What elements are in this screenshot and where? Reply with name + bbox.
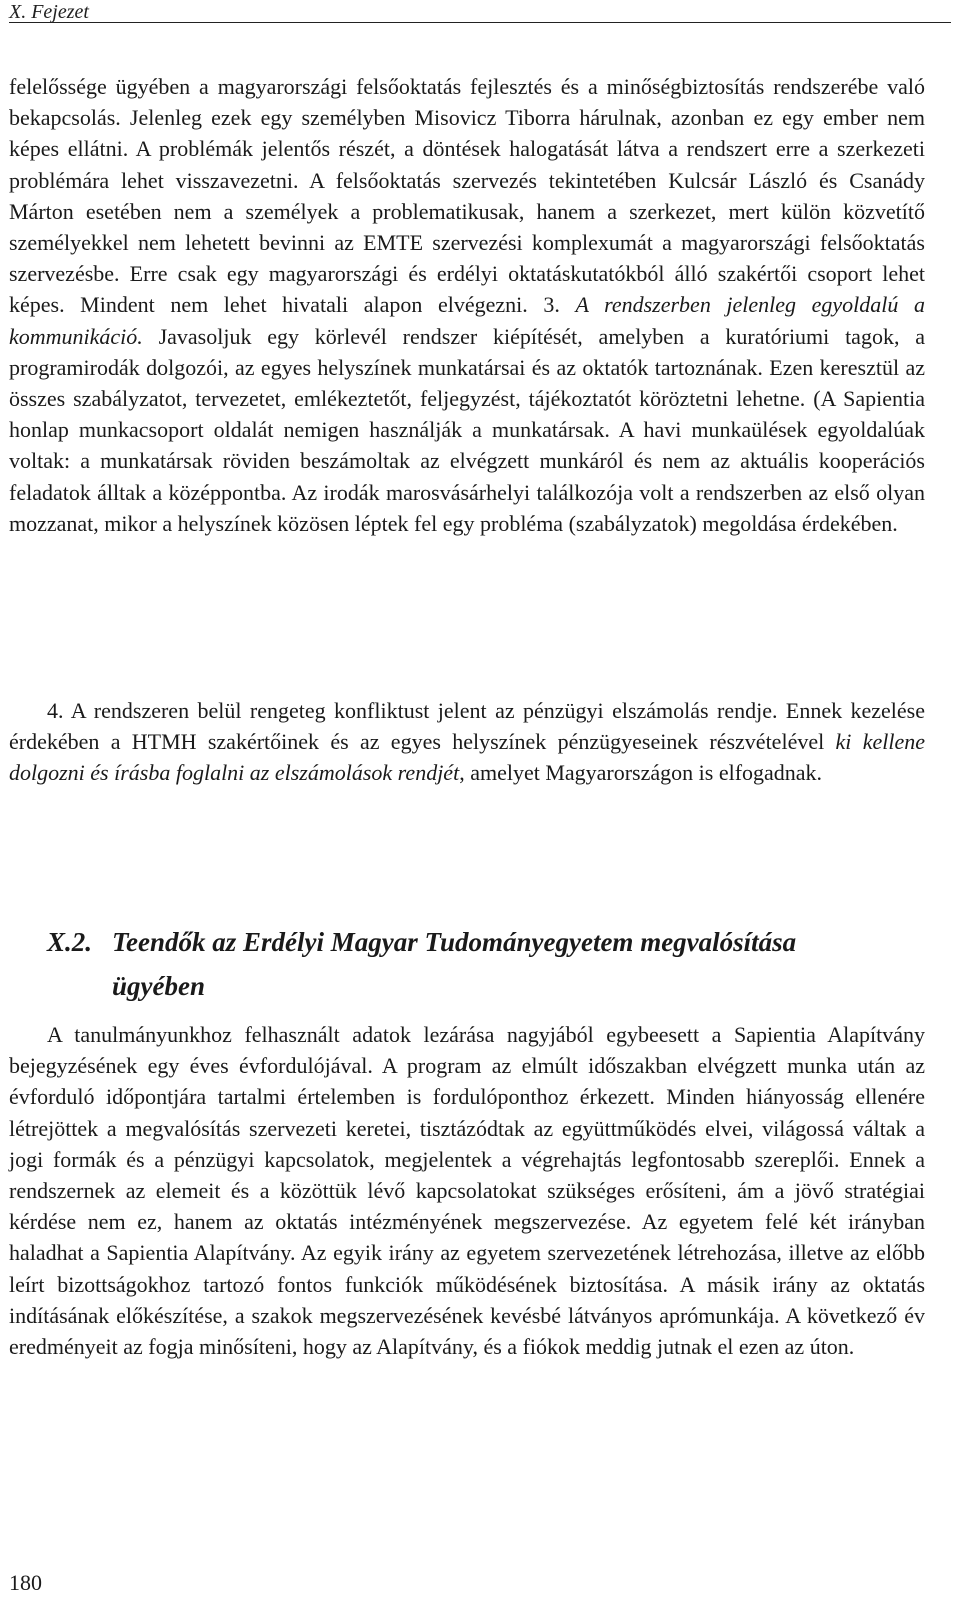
paragraph-1-text-b: Javasoljuk egy körlevél rendszer kiépítését, amelyben a kuratóriumi tagok, a programirodák dolgozói, az egyes helyszínek munkatársai és az oktatók tartoznának. Ezen keresztül az összes szabályzatot, tervezetet, emlékeztetőt, feljegyzést, tájékoztatót köröztetni lehetne. (A Sapientia honlap munkacsoport oldalát nemigen használják a munkatársak. A havi munkaülések egyoldalúak voltak: a munkatársak röviden beszámoltak az elvégzett munkáról és nem az aktuális kooperációs feladatok álltak a középpontba. Az irodák marosvásárhelyi találkozója volt a rendszerben az első olyan mozzanat, mikor a helyszínek közösen léptek fel egy probléma (szabályzatok) megoldása érdekében. [9, 323, 925, 536]
paragraph-2-text-b: , amelyet Magyarországon is elfogadnak. [459, 760, 823, 786]
paragraph-1-text-a: felelőssége ügyében a magyarországi felsőoktatás fejlesztés és a minőségbiztosítás rendszerébe való bekapcsolás. Jelenleg ezek egy személyben Misovicz Tiborra hárulnak, azonban ez egy ember nem képes ellátni. A problémák jelentős részét, a döntések halogatását látva a rendszert erre a szerkezeti problémára lehet visszavezetni. A felsőoktatás szervezés tekintetében Kulcsár László és Csanády Márton esetében nem a személyek a problematikusak, hanem a szerkezet, mert külön közvetítő személyekkel nem lehetett bevinni az EMTE szervezési komplexumát a magyarországi felsőoktatás szervezésbe. Erre csak egy magyarországi és erdélyi oktatáskutatókból álló szakértői csoport lehet képes. Mindent nem lehet hivatali alapon elvégezni. 3. [9, 74, 925, 318]
paragraph-point-4 [9, 695, 925, 789]
section-heading [47, 920, 927, 1008]
paragraph-2-italic: ki kellene dolgozni és írásba foglalni az elszámolások rendjét [9, 729, 925, 786]
running-head-title: X. Fejezet [9, 1, 89, 23]
page-number: 180 [9, 1570, 42, 1595]
header-rule [9, 22, 951, 23]
section-title-line-1: Teendők az Erdélyi Magyar Tudományegyetem megvalósítása [112, 927, 797, 957]
paragraph-1 [9, 71, 925, 539]
section-paragraph: A tanulmányunkhoz felhasznált adatok lezárása nagyjából egybeesett a Sapientia Alapítvány bejegyzésének egy éves évfordulójával. A program az elmúlt időszakban elvégzett munka után az évforduló időpontjára tartalmi értelemben is fordulóponthoz érkezett. Minden hiányosság ellenére létrejöttek a megvalósítás szervezeti keretei, tisztázódtak az együttműködés elvei, világossá váltak a jogi formák és a pénzügyi kapcsolatok, megjelentek a végrehajtás legfontosabb szereplői. Ennek a rendszernek az elemeit és a közöttük lévő kapcsolatokat szükséges erősíteni, ám a jövő stratégiai kérdése nem ez, hanem az oktatás intézményének megszervezése. Az egyetem felé két irányban haladhat a Sapientia Alapítvány. Az egyik irány az egyetem szervezetének létrehozása, illetve az előbb leírt bizottságokhoz tartozó fontos funkciók működésének biztosítása. A másik irány az oktatás indításának előkészítése, a szakok megszervezésének kevésbé látványos aprómunkája. A következő év eredményeit az fogja minősíteni, hogy az Alapítvány, és a fiókok meddig jutnak el ezen az úton. [9, 1022, 925, 1360]
paragraph-2-text-a: 4. A rendszeren belül rengeteg konfliktust jelent az pénzügyi elszámolás rendje. Ennek kezelése érdekében a HTMH szakértőinek és az egyes helyszínek pénzügyeseinek részvételével [9, 698, 925, 755]
section-title-line-2: ügyében [112, 971, 205, 1001]
section-number: X.2. [47, 927, 93, 957]
paragraph-2 [9, 695, 925, 789]
paragraph-1-italic: A rendszerben jelenleg egyoldalú a kommunikáció. [9, 292, 925, 349]
paragraph-continued [9, 71, 925, 539]
section-body [9, 1019, 925, 1362]
